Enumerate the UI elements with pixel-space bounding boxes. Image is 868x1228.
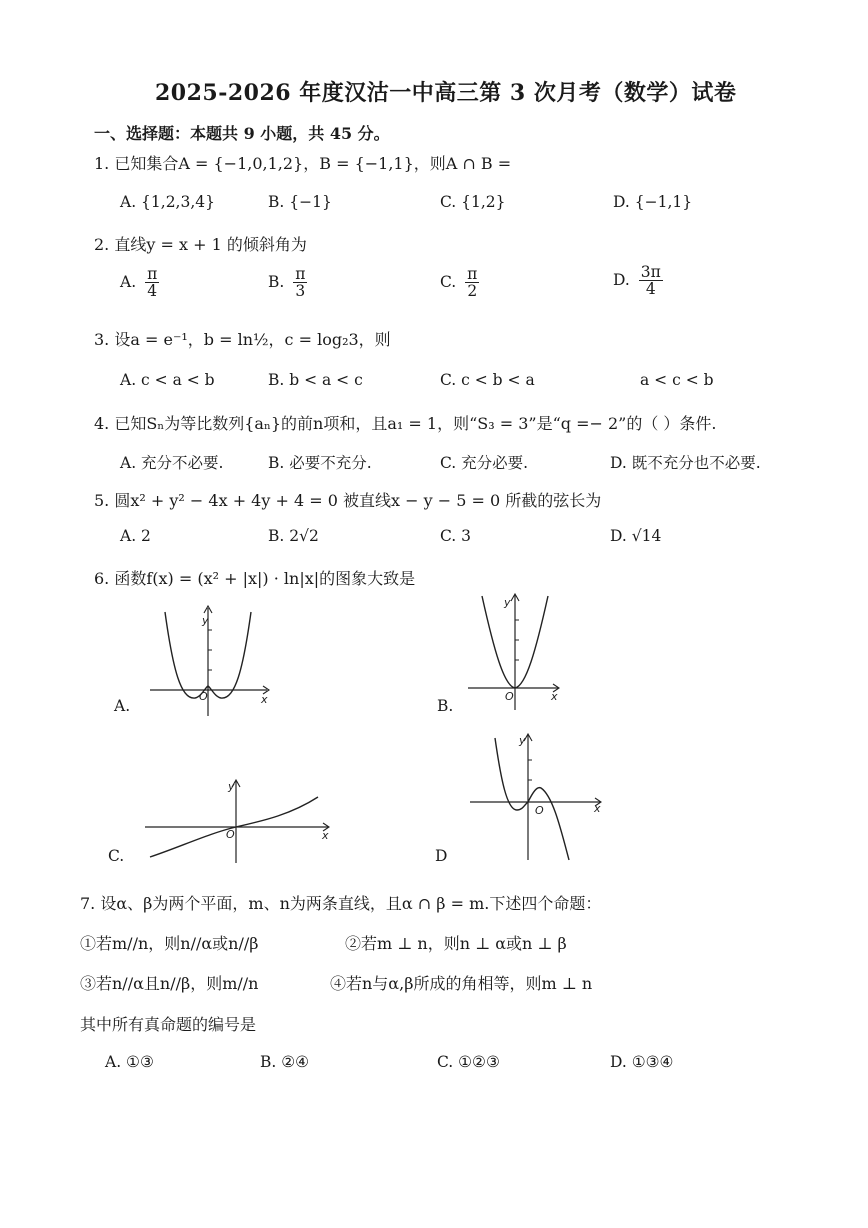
q2-option-a-fraction: $\frac{\pi}{4}$ (147, 265, 158, 301)
q1-option-c[interactable]: C. {1,2} (440, 193, 506, 211)
q1-option-d[interactable]: D. {−1,1} (613, 193, 693, 211)
q2-option-a[interactable] (120, 266, 159, 300)
graph-b-x-label: x (551, 690, 558, 703)
q2-option-c-fraction: $\frac{\pi}{2}$ (467, 265, 478, 301)
q3-option-a[interactable]: A. c < a < b (120, 371, 215, 389)
q5-option-a[interactable]: A. 2 (120, 527, 151, 545)
question-3-stem: 3. 设a = e⁻¹，b = ln½，c = log₂3，则 (94, 330, 391, 349)
question-4-stem: 4. 已知Sₙ为等比数列{aₙ}的前n项和，且a₁ = 1，则“S₃ = 3”是“q =− 2”的（ ）条件. (94, 414, 717, 433)
section-heading: 一、选择题：本题共 9 小题，共 45 分。 (94, 124, 390, 143)
q4-option-d[interactable]: D. 既不充分也不必要. (610, 454, 761, 472)
graph-b-y-label: y (504, 596, 511, 609)
q7-statement-2: ②若m ⊥ n，则n ⊥ α或n ⊥ β (345, 934, 567, 953)
graph-c-origin-label: O (226, 828, 235, 841)
graph-c-x-label: x (322, 829, 329, 842)
q2-option-d-fraction: $\frac{3\pi}{4}$ (640, 263, 661, 299)
q5-option-c[interactable]: C. 3 (440, 527, 472, 545)
q2-option-b[interactable] (268, 266, 307, 300)
q7-footer: 其中所有真命题的编号是 (80, 1015, 257, 1034)
q2-option-c[interactable] (440, 266, 479, 300)
q5-option-d[interactable]: D. √14 (610, 527, 662, 545)
question-5-stem: 5. 圆x² + y² − 4x + 4y + 4 = 0 被直线x − y − 5 = 0 所截的弦长为 (94, 491, 602, 510)
q2-option-b-fraction: $\frac{\pi}{3}$ (295, 265, 306, 301)
q4-option-c[interactable]: C. 充分必要. (440, 454, 529, 472)
graph-d (465, 730, 610, 865)
q7-option-a[interactable]: A. ①③ (105, 1053, 154, 1071)
q5-option-b[interactable]: B. 2√2 (268, 527, 319, 545)
q6-option-c[interactable]: C. (108, 847, 125, 865)
q1-option-b[interactable]: B. {−1} (268, 193, 332, 211)
question-2-stem: 2. 直线y = x + 1 的倾斜角为 (94, 235, 307, 254)
graph-d-origin-label: O (535, 804, 544, 817)
question-7-stem: 7. 设α、β为两个平面，m、n为两条直线，且α ∩ β = m.下述四个命题： (80, 894, 602, 913)
q2-option-c-label: C. (440, 272, 457, 291)
q7-option-c[interactable]: C. ①②③ (437, 1053, 500, 1071)
question-1-stem: 1. 已知集合A = {−1,0,1,2}，B = {−1,1}，则A ∩ B = (94, 154, 512, 173)
exam-title: 2025-2026 年度汉沽一中高三第 3 次月考（数学）试卷 (155, 80, 737, 106)
q3-option-b[interactable]: B. b < a < c (268, 371, 363, 389)
question-6-stem: 6. 函数f(x) = (x² + |x|) · ln|x|的图象大致是 (94, 569, 416, 588)
q7-statement-3: ③若n//α且n//β，则m//n (80, 974, 259, 993)
q2-option-d[interactable] (613, 264, 663, 298)
q4-option-a[interactable]: A. 充分不必要. (120, 454, 224, 472)
graph-c-y-label: y (228, 780, 235, 793)
q3-option-d[interactable]: a < c < b (640, 371, 714, 389)
q1-option-a[interactable]: A. {1,2,3,4} (120, 193, 215, 211)
graph-b-origin-label: O (505, 690, 514, 703)
q2-option-b-label: B. (268, 272, 285, 291)
q2-option-d-label: D. (613, 270, 630, 289)
graph-c (140, 775, 340, 865)
q3-option-c[interactable]: C. c < b < a (440, 371, 535, 389)
graph-d-x-label: x (594, 802, 601, 815)
q7-option-d[interactable]: D. ①③④ (610, 1053, 674, 1071)
q6-option-b[interactable]: B. (437, 697, 454, 715)
q7-statement-1: ①若m//n，则n//α或n//β (80, 934, 259, 953)
graph-b (460, 590, 570, 715)
graph-d-curve (495, 738, 569, 860)
q4-option-b[interactable]: B. 必要不充分. (268, 454, 372, 472)
q7-statement-4: ④若n与α,β所成的角相等，则m ⊥ n (330, 974, 593, 993)
graph-a-y-label: y (202, 614, 209, 627)
q7-option-b[interactable]: B. ②④ (260, 1053, 310, 1071)
q6-option-d[interactable]: D (435, 847, 448, 865)
graph-a (145, 600, 280, 720)
graph-a-x-label: x (261, 693, 268, 706)
q6-option-a[interactable]: A. (114, 697, 131, 715)
graph-d-y-label: y (519, 734, 526, 747)
q2-option-a-label: A. (120, 272, 137, 291)
graph-a-origin-label: O (199, 690, 208, 703)
